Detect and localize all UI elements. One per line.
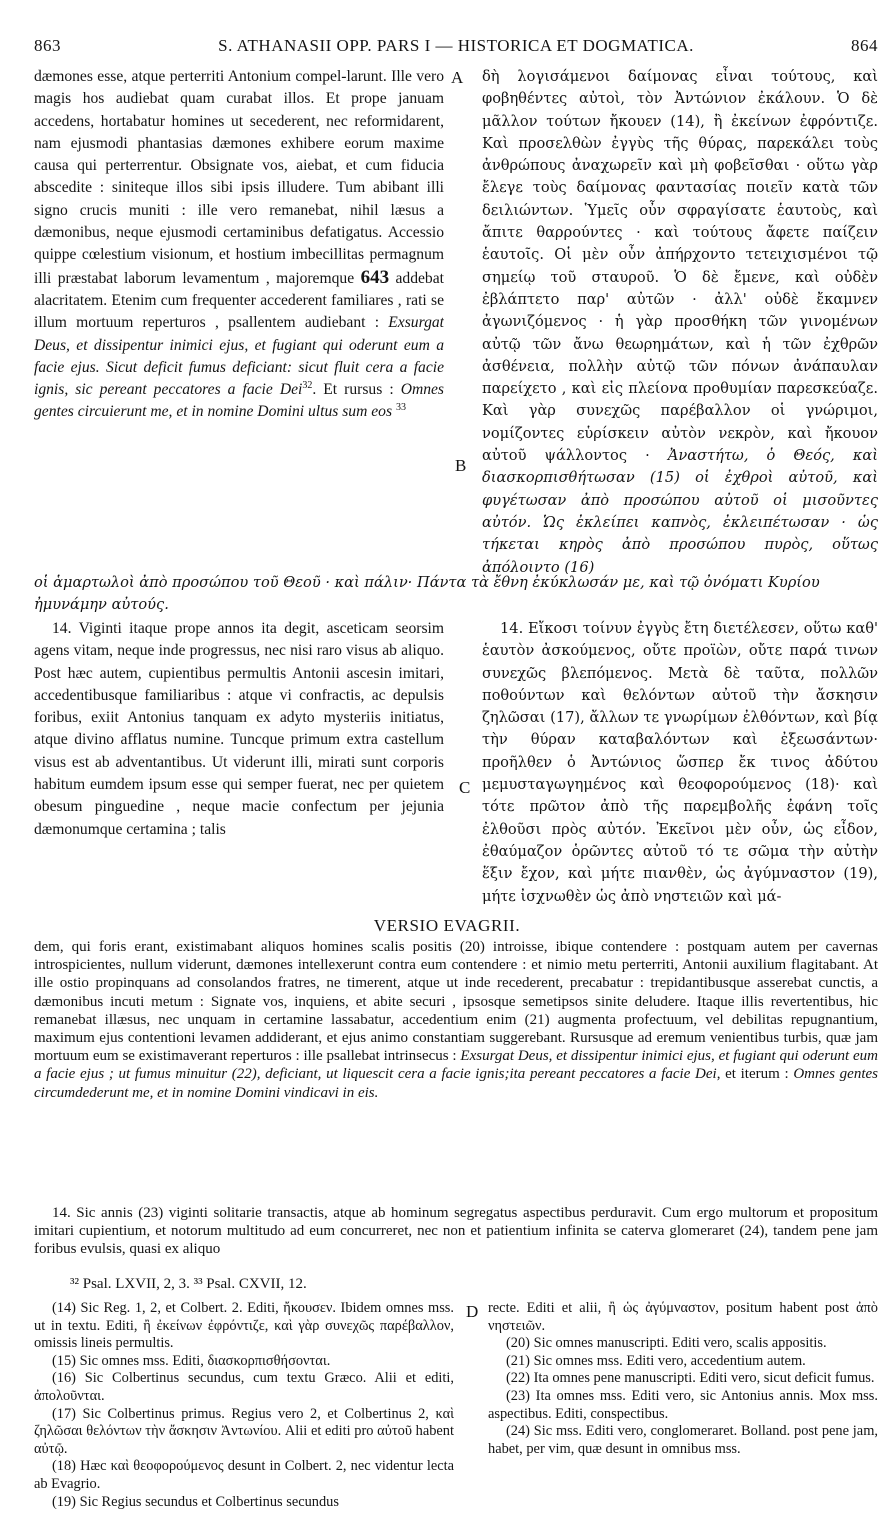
- footnote-20: (20) Sic omnes manuscripti. Editi vero, scalis appositis.: [506, 1335, 827, 1352]
- psalm-quote-1: Exsurgat Deus, et dissipentur inimici ejus, et fugiant qui oderunt eum a facie ejus. Sicut deficit fumus deficiant: sicut fluit cera a facie ignis, sic pereant peccatores a facie Dei: [34, 314, 444, 399]
- evagrius-quote: Exsurgat Deus, et dissipentur inimici ejus, et fugiant qui oderunt eum a facie ejus ; ut fumus minuitur (22), deficiant, ut liquescit cera a facie ignis;ita pereant peccatores a facie Dei: [34, 1048, 878, 1083]
- running-header: [34, 36, 878, 58]
- footnotes-left: [34, 1300, 454, 1530]
- latin-paragraph-14: 14. Viginti itaque prope annos ita degit, asceticam seorsim agens vitam, neque inde progressus, nec nisi raro visus ab aliquo. Post hæc autem, cupientibus permultis Antonii ascesin imitari, accedentibusque familiaribus : atque vi confractis, ac depulsis foribus, exiit Antonius tanquam ex adyto mysteriis initiatus, atque divino afflatus numine. Tuncque primum extra castellum visus est ab adventantibus. Ut viderunt illi, mirati sunt corporis habitum eumdem ipsum esse qui semper fuerat, nec per quietem obesum pinguedine , neque macie confectum per jejunia dæmonumque certamina ; talis: [34, 620, 444, 838]
- greek-column-bottom: [482, 618, 878, 910]
- evagrius-paragraph-14: 14. Sic annis (23) viginti solitarie transactis, atque ab hominum segregatus aspectibus perduravit. Cum ergo multorum et propositum imitari cupientium, et notorum multitudo ad eum concurreret, nec non et patientium infinita se caterva glomeraret (24), tandem pene jam foribus evulsis, quasi ex aliquo: [34, 1205, 878, 1258]
- footnote-17: (17) Sic Colbertinus primus. Regius vero 2, et Colbertinus 2, καὶ ζηλῶσαι θελόντων τὴν ἄσκησιν Ἀντωνίου. Alii et editi pro αὐτοῦ habent αὐτῷ.: [34, 1405, 454, 1457]
- evagrius-title: VERSIO EVAGRII.: [373, 916, 521, 935]
- evagrius-quote-2: Omnes gentes circumdederunt me, et in nomine Domini vindicavi in eis.: [34, 1066, 878, 1101]
- footnote-19: (19) Sic Regius secundus et Colbertinus secundus: [52, 1493, 339, 1510]
- scripture-references: ³² Psal. LXVII, 2, 3. ³³ Psal. CXVII, 12.: [70, 1276, 307, 1292]
- evagrius-paragraph-13: dem, qui foris erant, existimabant aliquos homines scalis positis (20) introisse, ibique contendere : postquam autem per cavernas introspicientes, nullum viderunt, dæmones intellexerunt contra eum contendere : et nimio metu perterriti, Antonii auxilium flagitabant. At ille ostio propinquans ad consolandos fratres, ne timerent, atque ut inde recederent, precabatur : trepidantibusque asserebat cunctis, a dæmonibus incuti metum : Signate vos, inquiens, et abite securi , ipsosque semetipsos sinite deludere. Itaque illis revertentibus, hic remanebat illæsus, nec unquam in certamine lassabatur, accedentium enim (21) augmenta profectuum, vel debilitas repugnantium, maximum ejus contentioni levamen addiderant, et ejus animo constantiam suggerebant. Rursusque ad eremum venientibus turbis, quæ jam mortuum eum se existimaverant reperturos : ille psallebat intrinsecus : Exsurgat Deus, et dissipentur inimici ejus, et fugiant qui oderunt eum a facie ejus ; ut fumus minuitur (22), deficiant, ut liquescit cera a facie ignis;ita pereant peccatores a facie Dei, et iterum : Omnes gentes circumdederunt me, et in nomine Domini vindicavi in eis.: [34, 939, 878, 1101]
- running-title: S. ATHANASII OPP. PARS I — HISTORICA ET DOGMATICA.: [218, 36, 694, 55]
- section-marker-c: C: [459, 778, 471, 797]
- footnote-24: (24) Sic mss. Editi vero, conglomeraret. Bolland. post pene jam, habet, per vim, quæ desunt in omnibus mss.: [488, 1423, 878, 1457]
- psalm-quote-2: Omnes gentes circuierunt me, et in nomine Domini ultus sum eos: [34, 381, 444, 421]
- right-page-number: 864: [851, 36, 878, 55]
- greek-paragraph-13: δὴ λογισάμενοι δαίμονας εἶναι τούτους, καὶ φοβηθέντες αὐτοὶ, τὸν Ἀντώνιον ἐκάλουν. Ὁ δὲ μᾶλλον τούτων ἤκουεν (14), ἢ ἐκείνων ἐφρόντιζε. Καὶ προσελθὼν ἐγγὺς τῆς θύρας, παρεκάλει τοὺς ἀνθρώπους ἀναχωρεῖν καὶ μὴ φοβεῖσθαι · οὕτω γὰρ ἔλεγε τοὺς δαίμονας φαντασίας ποιεῖν κατὰ τῶν δειλιώντων. Ὑμεῖς οὖν σφραγίσατε ἑαυτοὺς, καὶ ἄπιτε θαρρούντες · καὶ τούτους ἄφετε παίζειν ἑαυτοῖς. Οἱ μὲν οὖν ἀπήρχοντο τετειχισμένοι τῷ σημείῳ τοῦ σταυροῦ. Ὁ δὲ ἔμενε, καὶ οὐδὲν ἐβλάπτετο παρ' αὐτῶν · ἀλλ' οὐδὲ ἔκαμνεν ἀγωνιζόμενος · ἡ γὰρ προσθήκη τῶν γινομένων αὐτῷ τῶν ἄνω θεωρημάτων, καὶ ἡ τῶν ἐχθρῶν ἀσθένεια, πολλὴν αὐτῷ τῶν πόνων ἀνάπαυλαν παρείχετο , καὶ εἰς πλείονα προθυμίαν παρεσκεύαζε. Καὶ γὰρ συνεχῶς παρέβαλλον οἱ γνώριμοι, νομίζοντες εὑρίσκειν αὐτὸν νεκρὸν, καὶ ἤκουον αὐτοῦ ψάλλοντος · Ἀναστήτω, ὁ Θεός, καὶ διασκορπισθήτωσαν (15) οἱ ἐχθροὶ αὐτοῦ, καὶ φυγέτωσαν ἀπὸ προσώπου αὐτοῦ οἱ μισοῦντες αὐτόν. Ὡς ἐκλείπει καπνὸς, ἐκλειπέτωσαν · ὡς τήκεται κηρὸς ἀπὸ προσώπου πυρὸς, οὕτως ἀπόλοιντο (16): [482, 68, 878, 574]
- footnote-21: (21) Sic omnes mss. Editi vero, accedentium autem.: [506, 1352, 806, 1369]
- note-32: 32: [302, 379, 313, 391]
- latin-column-bottom: [34, 618, 444, 910]
- footnote-19-cont: recte. Editi et alii, ἢ ὡς ἀγύμναστον, positum habent post ἀπὸ νηστειῶν.: [488, 1300, 878, 1334]
- section-marker-a: A: [451, 68, 464, 87]
- section-marker-d: D: [466, 1302, 479, 1321]
- footnote-23: (23) Ita omnes mss. Editi vero, sic Antonius annis. Mox mss. aspectibus. Editi, conspectibus.: [488, 1387, 878, 1422]
- footnote-15: (15) Sic omnes mss. Editi, διασκορπισθήσονται.: [52, 1352, 331, 1369]
- latin-column-top: [34, 66, 444, 574]
- footnote-18: (18) Hæc καὶ θεοφορούμενος desunt in Colbert. 2, nec videntur lecta ab Evagrio.: [34, 1458, 454, 1492]
- footnote-16: (16) Sic Colbertinus secundus, cum textu Græco. Alii et editi, ἀπολοῦνται.: [34, 1370, 454, 1404]
- greek-bridge-line: οἱ ἁμαρτωλοὶ ἀπὸ προσώπου τοῦ Θεοῦ · καὶ πάλιν· Πάντα τὰ ἔθνη ἐκύκλωσάν με, καὶ τῷ ὀνόματι Κυρίου ἠμυνάμην αὐτούς.: [34, 574, 820, 614]
- footnotes-right: [488, 1300, 878, 1530]
- latin-paragraph-13: dæmones esse, atque perterriti Antonium compel-larunt. Ille vero magis hos audiebat quam curabat illos. Et prope januam accedens, hortabatur homines ut secederent, nec reformidarent, nam ejusmodi phantasias dæmones exhibere eorum maxime causa qui perterrentur. Obsignate vos, aiebat, et cum fiducia abscedite : siniteque illos sibi ipsis illudere. Tum abibant illi signo crucis muniti : ille vero remanebat, nihil læsus a dæmonibus, neque ejusmodi certaminibus defatigatus. Accessio quippe cœlestium visionum, et hostium imbecillitas permagnum illi præstabat laborum levamentum , majoremque 643 addebat alacritatem. Etenim cum frequenter accederent familiares , rati se illum mortuum reperturos , psallentem audiebant : Exsurgat Deus, et dissipentur inimici ejus, et fugiant qui oderunt eum a facie ejus. Sicut deficit fumus deficiant: sicut fluit cera a facie ignis, sic pereant peccatores a facie Dei$^{32}$. Et rursus : Omnes gentes circuierunt me, et in nomine Domini ultus sum eos $^{33}$: [34, 68, 444, 421]
- page-number-inline: 643: [360, 266, 390, 288]
- greek-paragraph-14: 14. Εἴκοσι τοίνυν ἐγγὺς ἔτη διετέλεσεν, οὕτω καθ' ἑαυτὸν ἀσκούμενος, οὔτε προϊὼν, οὔτε παρά τινων συνεχῶς βλεπόμενος. Μετὰ δὲ ταῦτα, πολλῶν ποθούντων καὶ θελόντων αὐτοῦ τὴν ἄσκησιν ζηλῶσαι (17), ἄλλων τε γνωρίμων ἐλθόντων, καὶ βίᾳ τὴν θύραν καταβαλόντων καὶ ἐξεωσάντων· προῆλθεν ὁ Ἀντώνιος ὥσπερ ἔκ τινος ἀδύτου μεμυσταγωγημένος καὶ θεοφορούμενος (18)· καὶ τότε πρῶτον ἀπὸ τῆς παρεμβολῆς ἐφάνη τοῖς ἐλθοῦσι πρὸς αὐτόν. Ἐκεῖνοι μὲν οὖν, ὡς εἶδον, ἐθαύμαζον ὁρῶντες αὐτοῦ τό τε σῶμα τὴν αὐτὴν ἕξιν ἔχον, καὶ μήτε πιανθὲν, ὡς ἀγύμναστον (19), μήτε ἰσχνωθὲν ὡς ἀπὸ νηστειῶν καὶ μά-: [482, 620, 878, 905]
- footnote-22: (22) Ita omnes pene manuscripti. Editi vero, sicut deficit fumus.: [506, 1370, 875, 1387]
- left-page-number: 863: [34, 36, 61, 55]
- note-33: 33: [395, 402, 406, 414]
- greek-column-top: [482, 66, 878, 574]
- footnote-14: (14) Sic Reg. 1, 2, et Colbert. 2. Editi, ἤκουσεν. Ibidem omnes mss. ut in textu. Editi, ἢ ἐκείνων ἐφρόντιζε, καὶ γὰρ συνεχῶς παρέβαλλον, omissis lineis permultis.: [34, 1300, 454, 1352]
- section-marker-b: B: [455, 456, 467, 475]
- greek-psalm-quote: Ἀναστήτω, ὁ Θεός, καὶ διασκορπισθήτωσαν (15) οἱ ἐχθροὶ αὐτοῦ, καὶ φυγέτωσαν ἀπὸ προσώπου αὐτοῦ οἱ μισοῦντες αὐτόν. Ὡς ἐκλείπει καπνὸς, ἐκλειπέτωσαν · ὡς τήκεται κηρὸς ἀπὸ προσώπου πυρὸς, οὕτως ἀπόλοιντο (16): [482, 447, 878, 574]
